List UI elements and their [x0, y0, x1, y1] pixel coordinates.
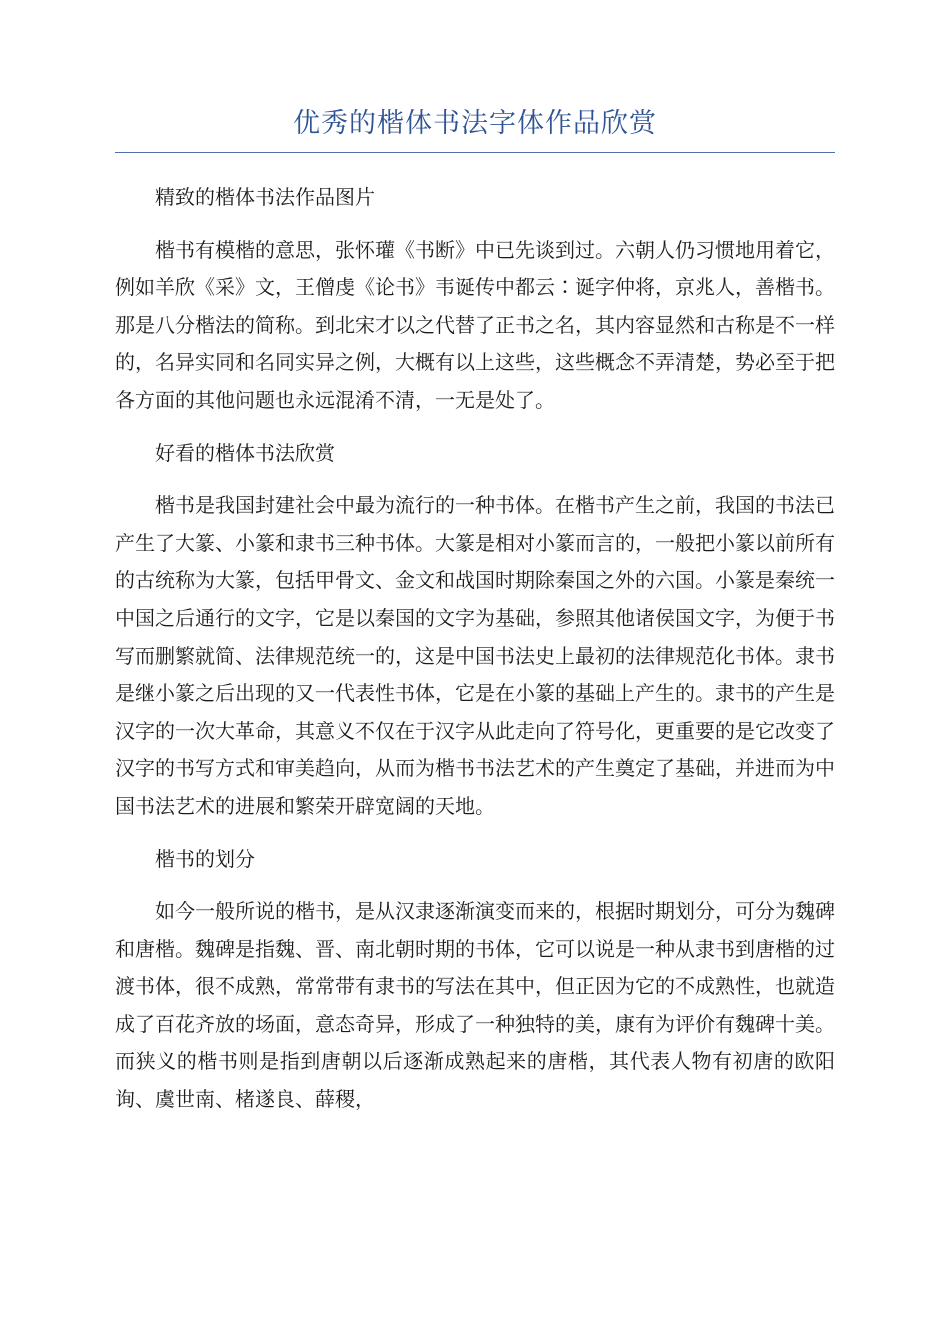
section-paragraph-2: 楷书是我国封建社会中最为流行的一种书体。在楷书产生之前，我国的书法已产生了大篆、小篆和隶书三种书体。大篆是相对小篆而言的，一般把小篆以前所有的古统称为大篆，包括甲骨文、金文和战国时期除秦国之外的六国。小篆是秦统一中国之后通行的文字，它是以秦国的文字为基础，参照其他诸侯国文字，为便于书写而删繁就简、法律规范统一的，这是中国书法史上最初的法律规范化书体。隶书是继小篆之后出现的又一代表性书体，它是在小篆的基础上产生的。隶书的产生是汉字的一次大革命，其意义不仅在于汉字从此走向了符号化，更重要的是它改变了汉字的书写方式和审美趋向，从而为楷书书法艺术的产生奠定了基础，并进而为中国书法艺术的进展和繁荣开辟宽阔的天地。 — [115, 493, 835, 818]
section-paragraph-3: 如今一般所说的楷书，是从汉隶逐渐演变而来的，根据时期划分，可分为魏碑和唐楷。魏碑是指魏、晋、南北朝时期的书体，它可以说是一种从隶书到唐楷的过渡书体，很不成熟，常常带有隶书的写法在其中，但正因为它的不成熟性，也就造成了百花齐放的场面，意态奇异，形成了一种独特的美，康有为评价有魏碑十美。而狭义的楷书则是指到唐朝以后逐渐成熟起来的唐楷，其代表人物有初唐的欧阳询、虞世南、楮遂良、薛稷， — [115, 899, 835, 1112]
title-underline — [115, 152, 835, 153]
section-heading-3: 楷书的划分 — [155, 846, 255, 871]
section-heading-2: 好看的楷体书法欣赏 — [155, 440, 335, 465]
section-paragraph-1: 楷书有模楷的意思，张怀瓘《书断》中已先谈到过。六朝人仍习惯地用着它，例如羊欣《采》文，王僧虔《论书》韦诞传中都云∶诞字仲将，京兆人，善楷书。那是八分楷法的简称。到北宋才以之代替了正书之名，其内容显然和古称是不一样的，名异实同和名同实异之例，大概有以上这些，这些概念不弄清楚，势必至于把各方面的其他问题也永远混淆不清，一无是处了。 — [115, 237, 835, 412]
section-heading-1: 精致的楷体书法作品图片 — [155, 185, 375, 209]
document-title: 优秀的楷体书法字体作品欣赏 — [293, 108, 657, 139]
document-page — [115, 100, 835, 1134]
